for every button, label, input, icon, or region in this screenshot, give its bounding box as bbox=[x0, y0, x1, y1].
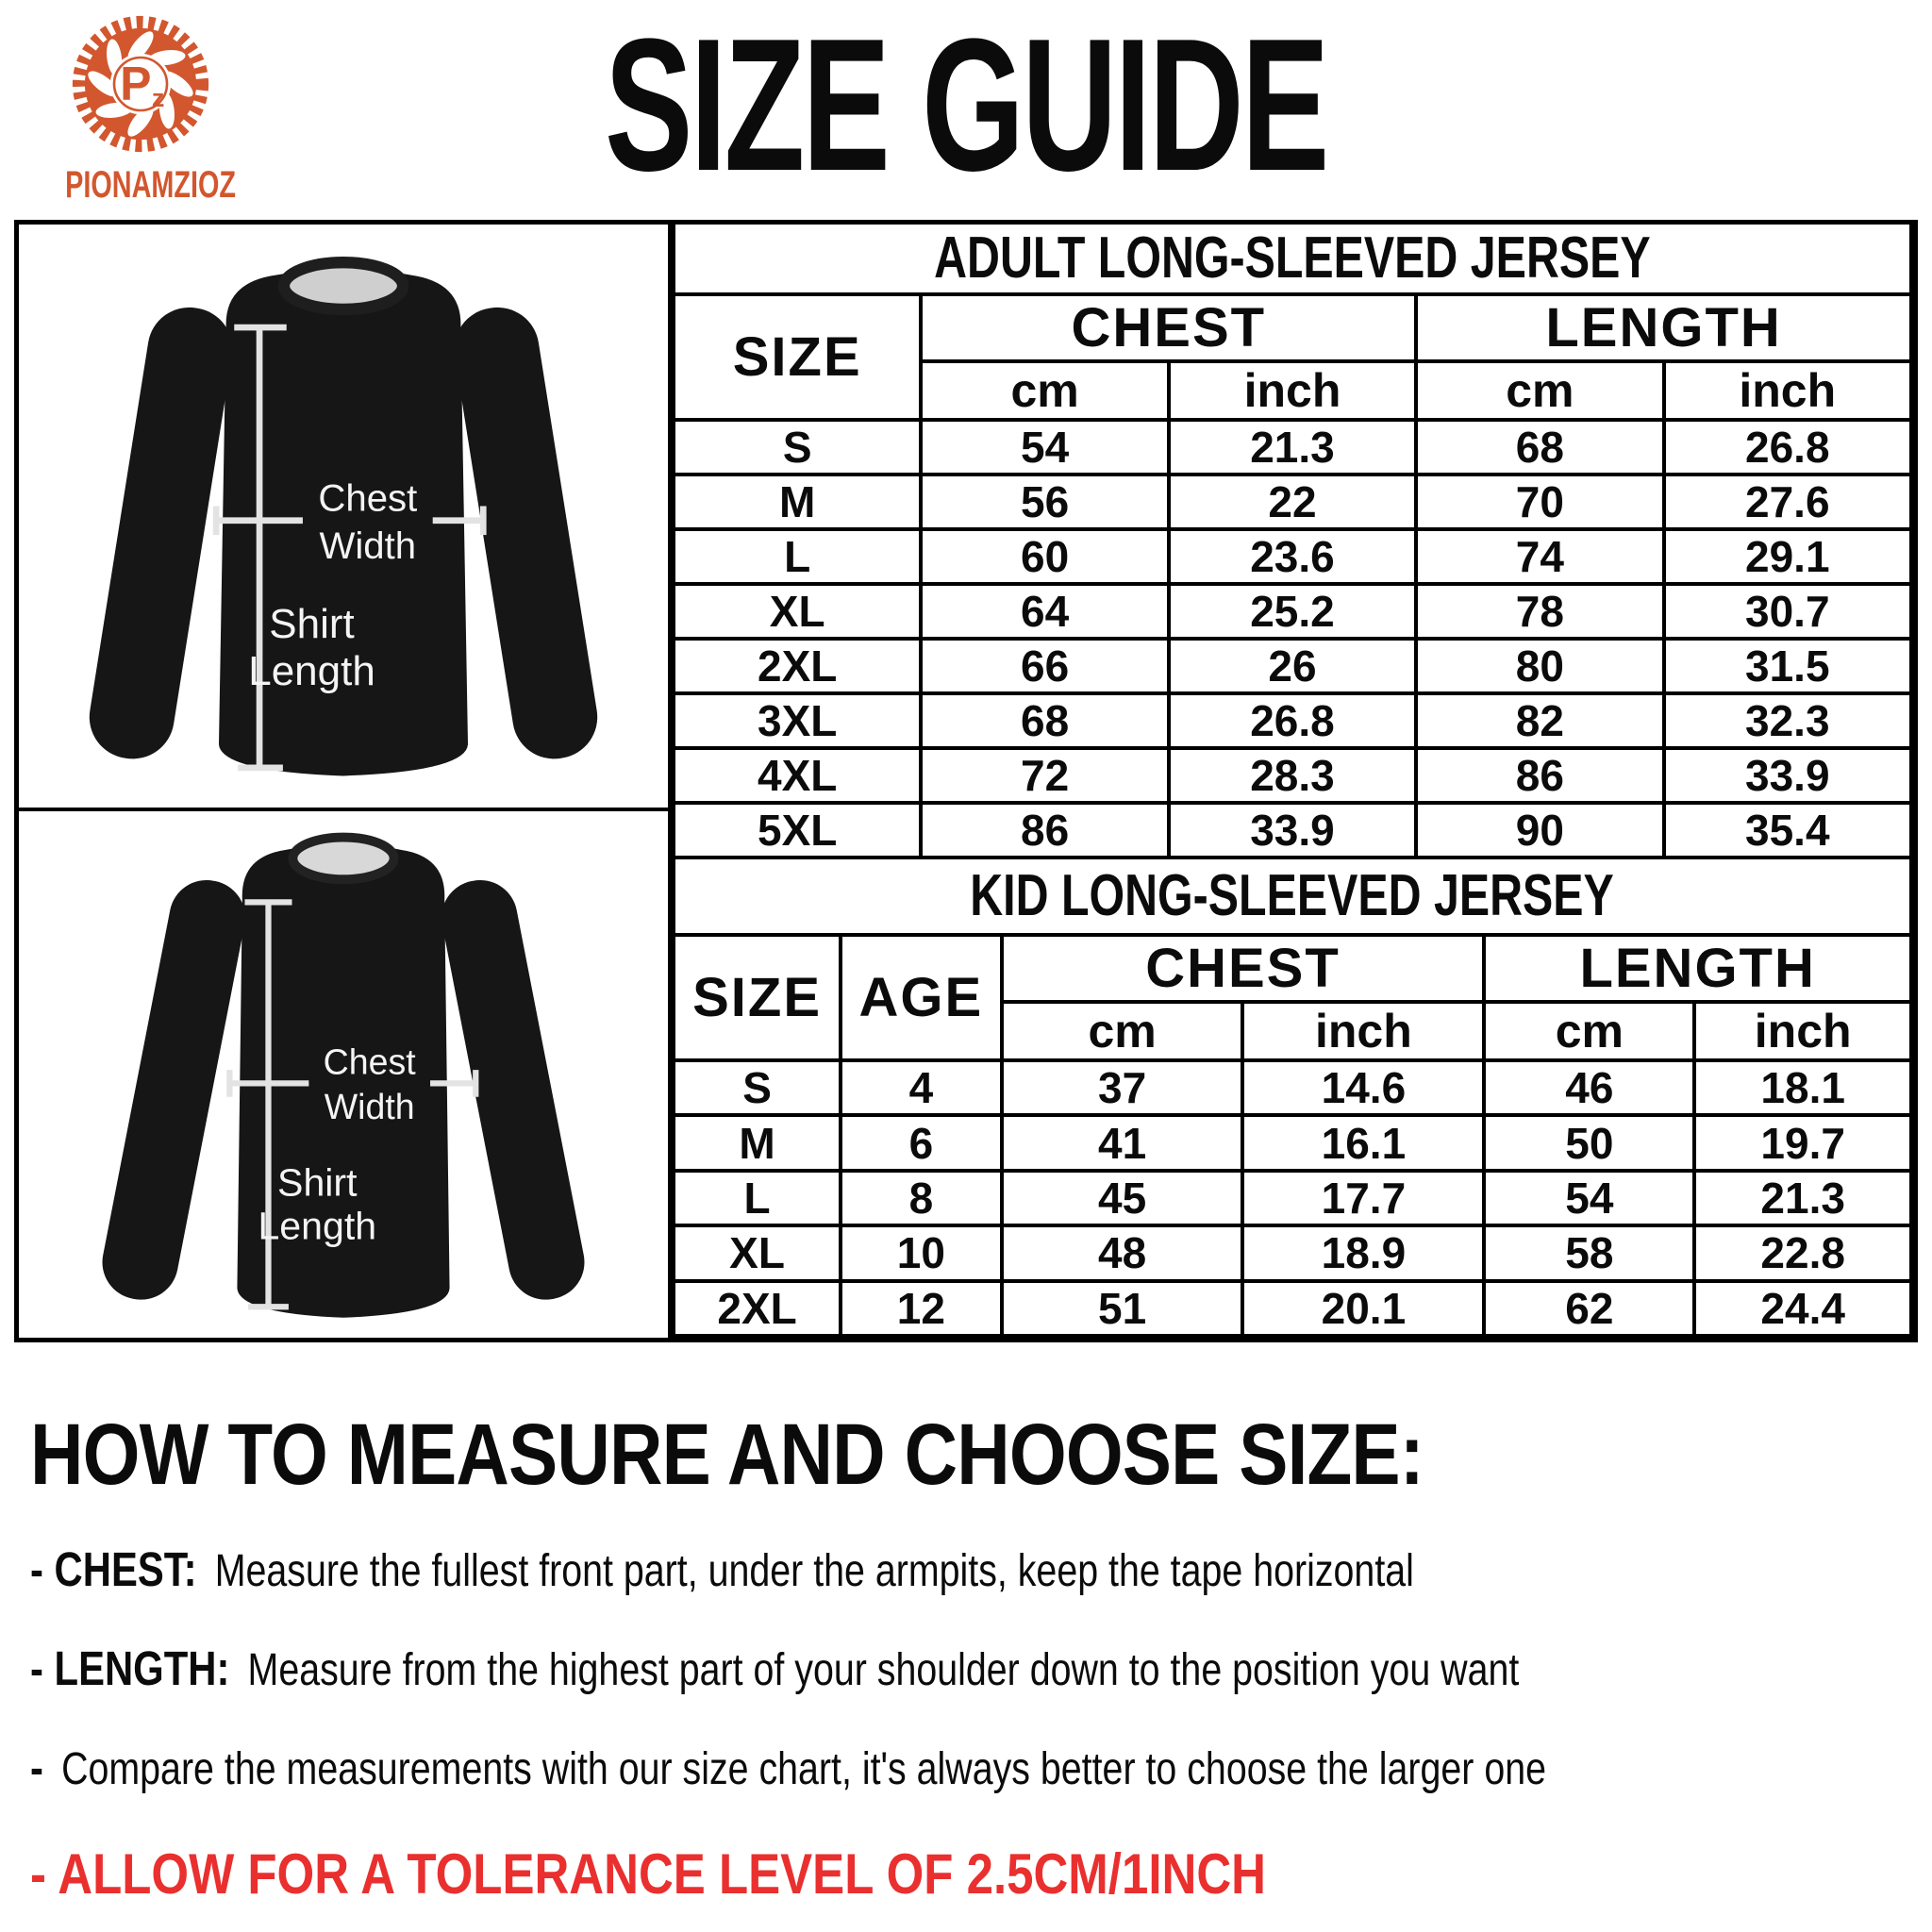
brand-name: PIONAMZIOZ bbox=[65, 164, 236, 206]
chest-inch-cell: 26 bbox=[1169, 639, 1416, 693]
chest-inch-cell: 33.9 bbox=[1169, 803, 1416, 858]
chest-inch-cell: 16.1 bbox=[1242, 1115, 1484, 1170]
size-cell: 2XL bbox=[674, 1281, 841, 1336]
size-cell: M bbox=[674, 475, 921, 529]
shirt-length-label: Shirt bbox=[269, 601, 355, 648]
size-cell: 5XL bbox=[674, 803, 921, 858]
chest-inch-cell: 28.3 bbox=[1169, 748, 1416, 803]
shirt-length-label: Shirt bbox=[277, 1159, 358, 1204]
length-cm-cell: 46 bbox=[1484, 1060, 1694, 1115]
instruction-compare bbox=[30, 1741, 1907, 1795]
chest-inch-cell: 17.7 bbox=[1242, 1171, 1484, 1225]
tables-column bbox=[672, 225, 1913, 1338]
length-cm-cell: 54 bbox=[1484, 1171, 1694, 1225]
length-inch-cell: 21.3 bbox=[1694, 1171, 1911, 1225]
table-row bbox=[674, 584, 1911, 639]
unit-header-inch: inch bbox=[1664, 361, 1911, 420]
chest-cm-cell: 86 bbox=[921, 803, 1168, 858]
size-cell: S bbox=[674, 1060, 841, 1115]
length-inch-cell: 18.1 bbox=[1694, 1060, 1911, 1115]
chest-inch-cell: 20.1 bbox=[1242, 1281, 1484, 1336]
age-cell: 10 bbox=[841, 1225, 1002, 1280]
chest-width-label: Chest bbox=[318, 476, 418, 520]
table-row bbox=[674, 1225, 1911, 1280]
length-inch-cell: 33.9 bbox=[1664, 748, 1911, 803]
length-inch-cell: 31.5 bbox=[1664, 639, 1911, 693]
length-inch-cell: 22.8 bbox=[1694, 1225, 1911, 1280]
instruction-length bbox=[30, 1642, 1907, 1696]
adult-shirt-figure bbox=[19, 225, 668, 811]
chest-cm-cell: 64 bbox=[921, 584, 1168, 639]
unit-header-cm: cm bbox=[1002, 1002, 1243, 1060]
chest-inch-cell: 18.9 bbox=[1242, 1225, 1484, 1280]
length-inch-cell: 24.4 bbox=[1694, 1281, 1911, 1336]
chest-inch-cell: 22 bbox=[1169, 475, 1416, 529]
table-row bbox=[674, 1060, 1911, 1115]
instruction-label: - CHEST: bbox=[30, 1542, 197, 1596]
table-row bbox=[674, 935, 1911, 1002]
table-row bbox=[674, 803, 1911, 858]
length-cm-cell: 74 bbox=[1416, 529, 1663, 584]
unit-header-inch: inch bbox=[1694, 1002, 1911, 1060]
size-cell: 3XL bbox=[674, 693, 921, 748]
instruction-label: - LENGTH: bbox=[30, 1641, 230, 1695]
age-cell: 4 bbox=[841, 1060, 1002, 1115]
adult-shirt-image bbox=[32, 233, 655, 799]
length-inch-cell: 29.1 bbox=[1664, 529, 1911, 584]
shirt-length-label: Length bbox=[258, 1204, 377, 1248]
length-inch-cell: 35.4 bbox=[1664, 803, 1911, 858]
instruction-text: Measure from the highest part of your shoulder down to the position you want bbox=[247, 1644, 1520, 1695]
size-chart-panel bbox=[14, 220, 1918, 1342]
length-cm-cell: 80 bbox=[1416, 639, 1663, 693]
monogram-p: P bbox=[120, 57, 152, 110]
length-inch-cell: 26.8 bbox=[1664, 420, 1911, 475]
length-cm-cell: 86 bbox=[1416, 748, 1663, 803]
chest-width-label: Width bbox=[324, 1086, 415, 1126]
col-header-size: SIZE bbox=[674, 935, 841, 1060]
kid-size-table bbox=[672, 859, 1913, 1338]
age-cell: 6 bbox=[841, 1115, 1002, 1170]
chest-inch-cell: 14.6 bbox=[1242, 1060, 1484, 1115]
chest-inch-cell: 26.8 bbox=[1169, 693, 1416, 748]
chest-cm-cell: 48 bbox=[1002, 1225, 1243, 1280]
size-cell: L bbox=[674, 1171, 841, 1225]
length-cm-cell: 82 bbox=[1416, 693, 1663, 748]
length-cm-cell: 68 bbox=[1416, 420, 1663, 475]
kid-shirt-figure bbox=[19, 811, 668, 1338]
table-row bbox=[674, 1281, 1911, 1336]
length-cm-cell: 50 bbox=[1484, 1115, 1694, 1170]
chest-inch-cell: 25.2 bbox=[1169, 584, 1416, 639]
adult-size-table bbox=[672, 225, 1913, 859]
shirt-silhouette bbox=[83, 262, 603, 775]
chest-cm-cell: 45 bbox=[1002, 1171, 1243, 1225]
col-header-length: LENGTH bbox=[1484, 935, 1911, 1002]
age-cell: 8 bbox=[841, 1171, 1002, 1225]
unit-header-cm: cm bbox=[1416, 361, 1663, 420]
length-cm-cell: 58 bbox=[1484, 1225, 1694, 1280]
table-row bbox=[674, 859, 1911, 935]
table-row bbox=[674, 748, 1911, 803]
chest-cm-cell: 37 bbox=[1002, 1060, 1243, 1115]
length-cm-cell: 70 bbox=[1416, 475, 1663, 529]
size-cell: 4XL bbox=[674, 748, 921, 803]
size-cell: L bbox=[674, 529, 921, 584]
how-to-measure-section bbox=[30, 1407, 1907, 1907]
tolerance-note: - ALLOW FOR A TOLERANCE LEVEL OF 2.5CM/1INCH bbox=[30, 1842, 1266, 1907]
shirt-figures-column bbox=[19, 225, 672, 1338]
kid-table-title: KID LONG-SLEEVED JERSEY bbox=[674, 859, 1911, 935]
kid-shirt-image bbox=[51, 818, 636, 1332]
col-header-age: AGE bbox=[841, 935, 1002, 1060]
chest-cm-cell: 54 bbox=[921, 420, 1168, 475]
chest-width-label: Chest bbox=[323, 1041, 416, 1082]
length-cm-cell: 62 bbox=[1484, 1281, 1694, 1336]
instruction-text: Compare the measurements with our size chart, it's always better to choose the larger one bbox=[61, 1743, 1546, 1794]
table-row bbox=[674, 693, 1911, 748]
chest-cm-cell: 51 bbox=[1002, 1281, 1243, 1336]
chest-inch-cell: 21.3 bbox=[1169, 420, 1416, 475]
table-row bbox=[674, 420, 1911, 475]
chest-cm-cell: 41 bbox=[1002, 1115, 1243, 1170]
unit-header-inch: inch bbox=[1242, 1002, 1484, 1060]
instruction-chest bbox=[30, 1543, 1907, 1597]
table-row bbox=[674, 225, 1911, 294]
size-cell: XL bbox=[674, 584, 921, 639]
chest-cm-cell: 72 bbox=[921, 748, 1168, 803]
length-inch-cell: 30.7 bbox=[1664, 584, 1911, 639]
col-header-chest: CHEST bbox=[1002, 935, 1485, 1002]
size-cell: M bbox=[674, 1115, 841, 1170]
how-to-heading: HOW TO MEASURE AND CHOOSE SIZE: bbox=[30, 1407, 1424, 1503]
instruction-text: Measure the fullest front part, under the armpits, keep the tape horizontal bbox=[214, 1546, 1414, 1596]
chest-cm-cell: 56 bbox=[921, 475, 1168, 529]
adult-table-title: ADULT LONG-SLEEVED JERSEY bbox=[674, 225, 1911, 294]
unit-header-inch: inch bbox=[1169, 361, 1416, 420]
table-row bbox=[674, 1115, 1911, 1170]
chest-width-label: Width bbox=[319, 524, 417, 567]
length-inch-cell: 27.6 bbox=[1664, 475, 1911, 529]
chest-cm-cell: 60 bbox=[921, 529, 1168, 584]
col-header-size: SIZE bbox=[674, 294, 921, 420]
table-row bbox=[674, 294, 1911, 361]
length-cm-cell: 78 bbox=[1416, 584, 1663, 639]
table-row bbox=[674, 639, 1911, 693]
instruction-label: - bbox=[30, 1740, 43, 1794]
age-cell: 12 bbox=[841, 1281, 1002, 1336]
col-header-length: LENGTH bbox=[1416, 294, 1911, 361]
unit-header-cm: cm bbox=[1484, 1002, 1694, 1060]
length-inch-cell: 32.3 bbox=[1664, 693, 1911, 748]
length-inch-cell: 19.7 bbox=[1694, 1115, 1911, 1170]
size-cell: XL bbox=[674, 1225, 841, 1280]
shirt-length-label: Length bbox=[248, 647, 375, 694]
size-cell: 2XL bbox=[674, 639, 921, 693]
table-row bbox=[674, 475, 1911, 529]
chest-inch-cell: 23.6 bbox=[1169, 529, 1416, 584]
size-cell: S bbox=[674, 420, 921, 475]
table-row bbox=[674, 1171, 1911, 1225]
table-row bbox=[674, 529, 1911, 584]
length-cm-cell: 90 bbox=[1416, 803, 1663, 858]
chest-cm-cell: 68 bbox=[921, 693, 1168, 748]
monogram-z: z bbox=[151, 83, 165, 112]
col-header-chest: CHEST bbox=[921, 294, 1416, 361]
chest-cm-cell: 66 bbox=[921, 639, 1168, 693]
page-title: SIZE GUIDE bbox=[605, 0, 1327, 210]
unit-header-cm: cm bbox=[921, 361, 1168, 420]
